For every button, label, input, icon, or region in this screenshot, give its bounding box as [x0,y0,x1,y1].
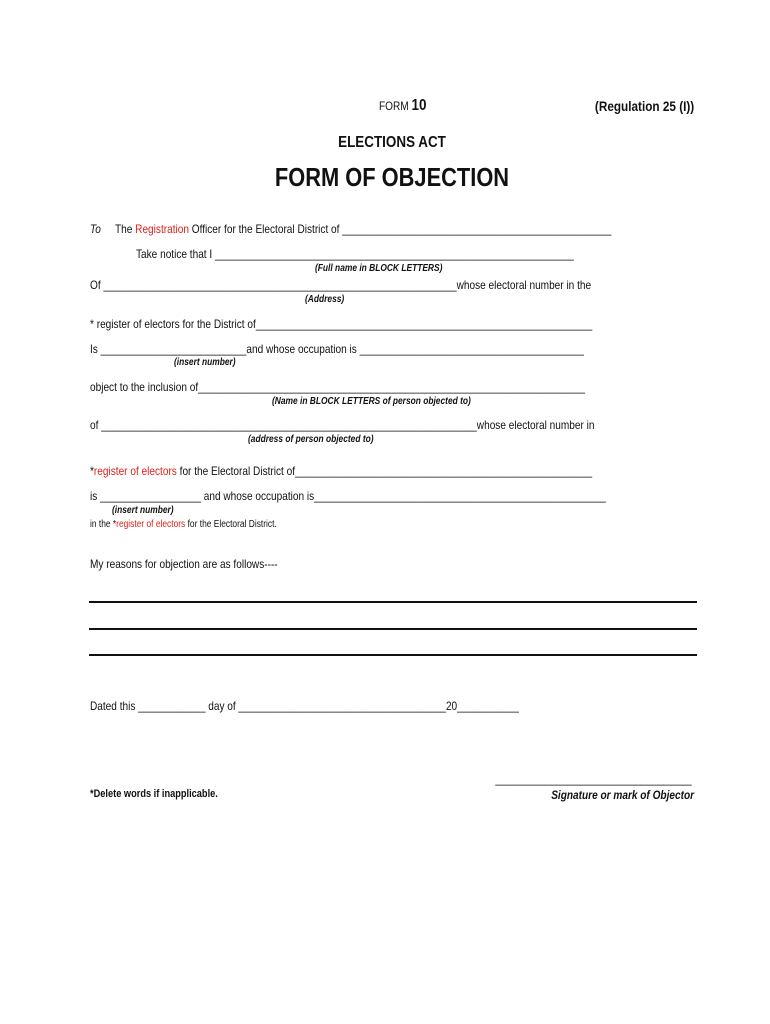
act-title: ELECTIONS ACT [338,134,446,151]
address-hint: (Address) [305,294,345,305]
of-objected-line: of ___________________________________________________________________whose electoral number in [90,418,595,432]
is-occupation-line: Is __________________________and whose occupation is ________________________________________ [90,342,584,356]
register-electoral-line [90,465,592,477]
to-line [115,223,611,235]
full-name-hint: (Full name in BLOCK LETTERS) [315,263,443,274]
form-label [379,98,426,114]
registration-red-text: Registration [135,222,189,236]
to-the-text: The [115,222,136,236]
reg2-star: * [90,464,94,478]
reg2-red-text: register of electors [93,464,177,478]
dated-line: Dated this ____________ day of _____________________________________20___________ [90,699,519,713]
reasons-line: My reasons for objection are as follows---- [90,557,278,571]
reg2-rest-text: for the Electoral District of_____________________________________________________ [176,464,593,478]
is-occupation-line-2: is __________________ and whose occupation is____________________________________________________ [90,489,606,503]
insert-number-hint-2: (insert number) [112,505,174,516]
reason-rule-3[interactable] [89,654,697,656]
signature-line: ___________________________________ [495,772,692,786]
take-notice-line: Take notice that I ________________________________________________________________ [136,247,574,261]
to-rest-text: Officer for the Electoral District of ________________________________________________ [188,222,612,236]
regulation-ref: (Regulation 25 (I)) [594,98,694,114]
form-number: 10 [411,97,427,114]
address-objected-hint: (address of person objected to) [248,434,374,445]
form-label-text: FORM [379,99,409,113]
in-the-red-text: register of electors [116,519,186,530]
in-the-register-line [90,520,277,530]
insert-number-hint: (insert number) [174,357,236,368]
reason-rule-2[interactable] [89,628,697,630]
name-objected-hint: (Name in BLOCK LETTERS of person objected to) [272,396,471,407]
signature-caption: Signature or mark of Objector [551,788,694,802]
delete-note: *Delete words if inapplicable. [90,788,218,800]
reason-rule-1[interactable] [89,601,697,603]
of-address-line: Of _______________________________________________________________whose electoral number in the [90,278,592,292]
object-inclusion-line: object to the inclusion of_____________________________________________________________________ [90,380,585,394]
to-prefix: To [90,222,101,236]
form-title: FORM OF OBJECTION [274,162,510,192]
register-district-line: * register of electors for the District of____________________________________________________________ [90,317,593,331]
in-the-rest-text: for the Electoral District. [185,519,277,530]
in-the-prefix: in the * [90,519,117,530]
